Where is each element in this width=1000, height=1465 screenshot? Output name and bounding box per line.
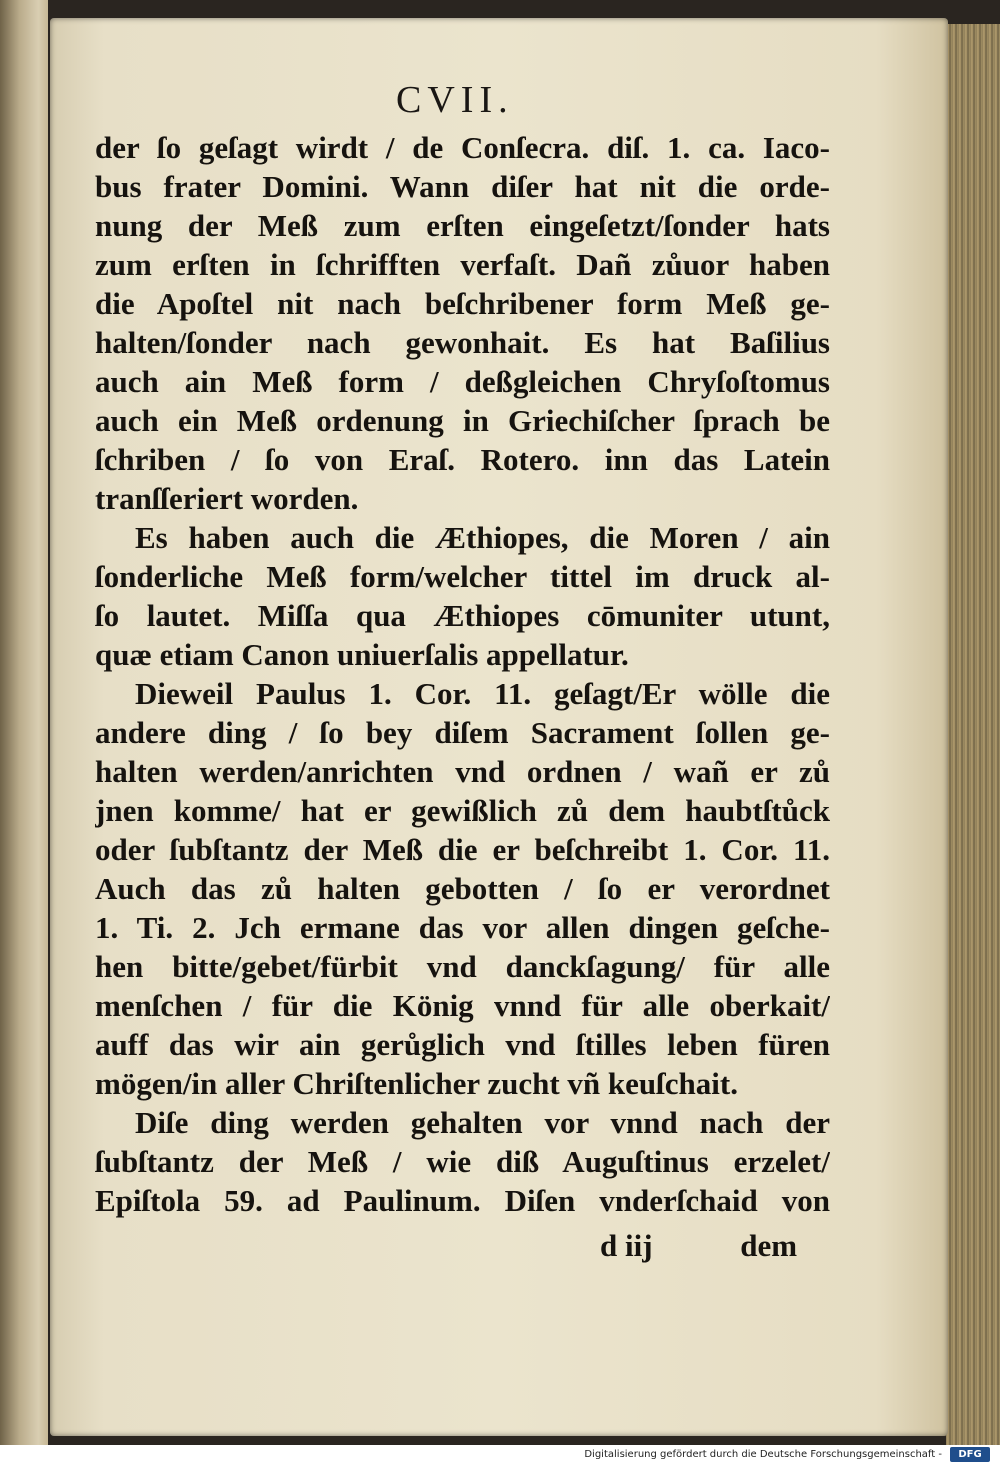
text-line: menſchen / für die König vnnd für alle oberkait/ [95,988,830,1023]
text-line: oder ſubſtantz der Meß die er beſchreibt 1. Cor. 11. [95,832,830,867]
text-line: 1. Ti. 2. Jch ermane das vor allen dingen geſche- [95,910,830,945]
text-line: ſubſtantz der Meß / wie diß Auguſtinus erzelet/ [95,1144,830,1179]
text-line: bus frater Domini. Wann diſer hat nit die orde- [95,169,830,204]
text-line: Dieweil Paulus 1. Cor. 11. geſagt/Er wölle die [135,676,830,711]
text-line: jnen komme/ hat er gewißlich zů dem haubtſtůck [95,793,830,828]
text-line: Auch das zů halten gebotten / ſo er verordnet [95,871,830,906]
text-line: ſchriben / ſo von Eraſ. Rotero. inn das Latein [95,442,830,477]
text-line: Diſe ding werden gehalten vor vnnd nach der [135,1105,830,1140]
text-line: die Apoſtel nit nach beſchribener form Meß ge- [95,286,830,321]
text-line: nung der Meß zum erſten eingeſetzt/ſonder hats [95,208,830,243]
page-text [95,128,830,1220]
signature-mark: d iij [600,1228,653,1263]
text-line: zum erſten in ſchrifften verfaſt. Dañ zůuor haben [95,247,830,282]
text-line: halten werden/anrichten vnd ordnen / wañ er zů [95,754,830,789]
text-line: quæ etiam Canon uniuerſalis appellatur. [95,637,629,672]
page-fore-edge [946,24,1000,1445]
text-line: ſonderliche Meß form/welcher tittel im druck al- [95,559,830,594]
text-line: Es haben auch die Æthiopes, die Moren / ain [135,520,830,555]
text-line: auff das wir ain gerůglich vnd ſtilles leben füren [95,1027,830,1062]
dfg-logo: DFG [950,1447,990,1462]
funding-credit: Digitalisierung gefördert durch die Deutsche Forschungsgemeinschaft - [584,1449,942,1460]
text-line: mögen/in aller Chriſtenlicher zucht vñ keuſchait. [95,1066,738,1101]
text-line: tranſſeriert worden. [95,481,359,516]
text-line: Epiſtola 59. ad Paulinum. Diſen vnderſchaid von [95,1183,830,1218]
text-line: auch ein Meß ordenung in Griechiſcher ſprach be [95,403,830,438]
text-line: der ſo geſagt wirdt / de Conſecra. diſ. 1. ca. Iaco- [95,130,830,165]
text-line: halten/ſonder nach gewonhait. Es hat Baſilius [95,325,830,360]
left-page-edge [0,0,48,1445]
text-line: ſo lautet. Miſſa qua Æthiopes cōmuniter utunt, [95,598,830,633]
text-line: andere ding / ſo bey diſem Sacrament ſollen ge- [95,715,830,750]
page-footer-line [600,1228,877,1264]
text-line: auch ain Meß form / deßgleichen Chryſoſtomus [95,364,830,399]
folio-number: CVII. [396,79,514,121]
catchword: dem [740,1228,798,1263]
text-line: hen bitte/gebet/fürbit vnd danckſagung/ für alle [95,949,830,984]
